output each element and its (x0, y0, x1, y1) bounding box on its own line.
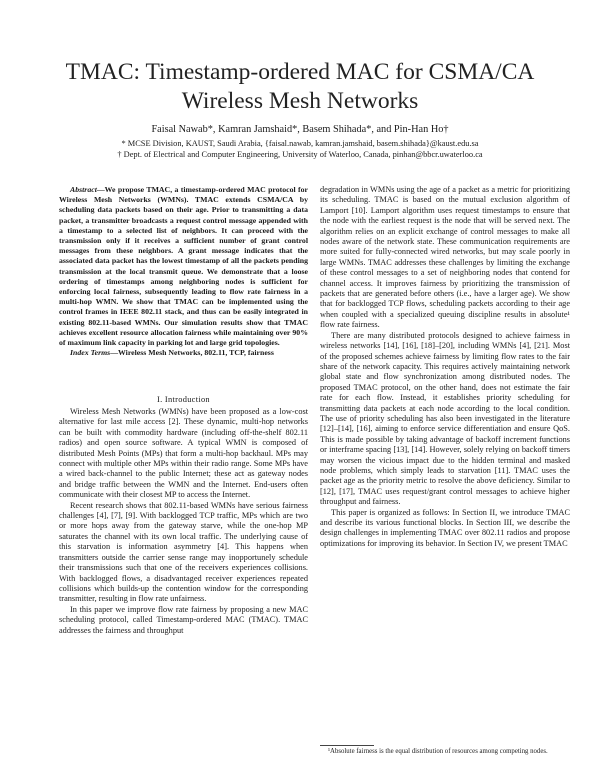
footnote-rule (320, 745, 374, 746)
abstract-text: —We propose TMAC, a timestamp-ordered MAC protocol for Wireless Mesh Networks (WMNs). TMAC extends CSMA/CA by scheduling data packets based on their age. Prior to transmitting a data packet, a transmitter broadcasts a request control message appended with a timestamp to a selected list of neighbors. It can proceed with the transmission only if it receives a sufficient number of grant control messages from these neighbors. A grant message indicates that the associated data packet has the lowest timestamp of all the packets pending transmission at the local transmit queue. We demonstrate that a loose ordering of timestamps among neighboring nodes is sufficient for enforcing local fairness, subsequently leading to flow rate fairness in a multi-hop WMN. We show that TMAC can be implemented using the control frames in IEEE 802.11 stack, and thus can be easily integrated in existing 802.11-based WMNs. Our simulation results show that TMAC achieves excellent resource allocation fairness while maintaining over 90% of maximum link capacity in parking lot and large grid topologies. (59, 185, 308, 348)
right-column-body (320, 185, 570, 549)
footnote-text: ¹Absolute fairness is the equal distribution of resources among competing nodes. (328, 748, 548, 755)
index-terms-label: Index Terms (70, 348, 111, 358)
abstract-label: Abstract (70, 185, 97, 194)
index-terms (59, 348, 308, 358)
title-line-2: Wireless Mesh Networks (181, 88, 419, 114)
affiliation-waterloo: † Dept. of Electrical and Computer Engineering, University of Waterloo, Canada, pinhan@bbcr.uwaterloo.ca (117, 150, 483, 159)
title-line-1: TMAC: Timestamp-ordered MAC for CSMA/CA (65, 59, 535, 85)
abstract-paragraph (59, 185, 308, 348)
intro-paragraph-2: Recent research shows that 802.11-based WMNs have serious fairness challenges [4], [7], [9]. With backlogged TCP traffic, MPs which are two or more hops away from the gateway starve, while the one-hop MP saturates the channel with its own local traffic. The underlying cause of this starvation is information asymmetry [4]. This happens when transmitters outside the carrier sense range may inopportunely schedule their transmissions such that one of the receivers experiences collisions. With backlogged flows, a disadvantaged receiver experiences repeated collisions which builds-up the contention window for the corresponding transmitter, resulting in flow rate unfairness. (59, 500, 308, 604)
abstract (59, 185, 308, 358)
intro-paragraph-5: There are many distributed protocols designed to achieve fairness in wireless networks [14], [16], [18]–[20], including WMNs [4], [21]. Most of the proposed schemes achieve fairness by limiting flow rates to the fair share of the network capacity. This requires actively maintaining network global state and flow synchronization among distributed nodes. The proposed TMAC protocol, on the other hand, does not estimate the fair rate for each flow. Instead, it establishes priority scheduling for transmitting data packets at each node according to the local condition. The use of priority scheduling has also been investigated in the literature [12]–[14], [16], aiming to enforce service differentiation and ensure QoS. This is made possible by taking advantage of backoff increment functions or interframe spacing [13], [14]. However, solely relying on backoff timers may worsen the vicious impact due to the hidden terminal and masked node problems, which simply leads to starvation [11]. TMAC uses the packet age as the priority metric to resolve the above deficiency. Similar to [12], [17], TMAC uses request/grant control messages to achieve higher throughput and fairness. (320, 330, 570, 507)
left-column-body (59, 407, 308, 636)
intro-paragraph-3: In this paper we improve flow rate fairness by proposing a new MAC scheduling protocol, called Timestamp-ordered MAC (TMAC). TMAC addresses the fairness and throughput (59, 604, 308, 635)
intro-paragraph-6: This paper is organized as follows: In Section II, we introduce TMAC and describe its various functional blocks. In Section III, we describe the design challenges in implementing TMAC over 802.11 radios and propose optimizations for improving its behavior. In Section IV, we present TMAC (320, 507, 570, 548)
intro-paragraph-4: degradation in WMNs using the age of a packet as a metric for prioritizing its scheduling. TMAC is based on the mutual exclusion algorithm of Lamport [10]. Lamport algorithm uses request timestamps to ensure that the node with the earliest request is the node that will be served next. The algorithm relies on an explicit exchange of control messages to make all nodes aware of the network state. These communication requirements are more suited for fully-connected wired networks, but may scale poorly in large WMNs. TMAC addresses these challenges by limiting the exchange of these control messages to a set of neighboring nodes that contend for channel access. It improves fairness by prioritizing the transmission of packets that are generated before others (i.e., have a larger age). We show that for backlogged TCP flows, scheduling packets according to their age when coupled with a specialized queuing discipline results in absolute¹ flow rate fairness. (320, 185, 570, 330)
footnote (320, 748, 570, 757)
section-heading-introduction: I. Introduction (157, 395, 210, 404)
paper-title (20, 58, 580, 116)
author-list: Faisal Nawab*, Kamran Jamshaid*, Basem Shihada*, and Pin-Han Ho† (151, 124, 449, 135)
index-terms-text: —Wireless Mesh Networks, 802.11, TCP, fairness (110, 348, 274, 358)
affiliation-kaust: * MCSE Division, KAUST, Saudi Arabia, {faisal.nawab, kamran.jamshaid, basem.shihada}@kaust.edu.sa (121, 139, 479, 148)
intro-paragraph-1: Wireless Mesh Networks (WMNs) have been proposed as a low-cost alternative for last mile access [2]. These dynamic, multi-hop networks can be built with commodity hardware (including off-the-shelf 802.11 radios) and open source software. A typical WMN is composed of distributed Mesh Points (MPs) that form a multi-hop backhaul. MPs may connect with multiple other MPs within their radio range. Some MPs have a wired back-channel to the public Internet; these act as gateway nodes and bridge traffic between the WMN and the Internet. End-users often communicate with their closest MP to access the Internet. (59, 407, 308, 500)
